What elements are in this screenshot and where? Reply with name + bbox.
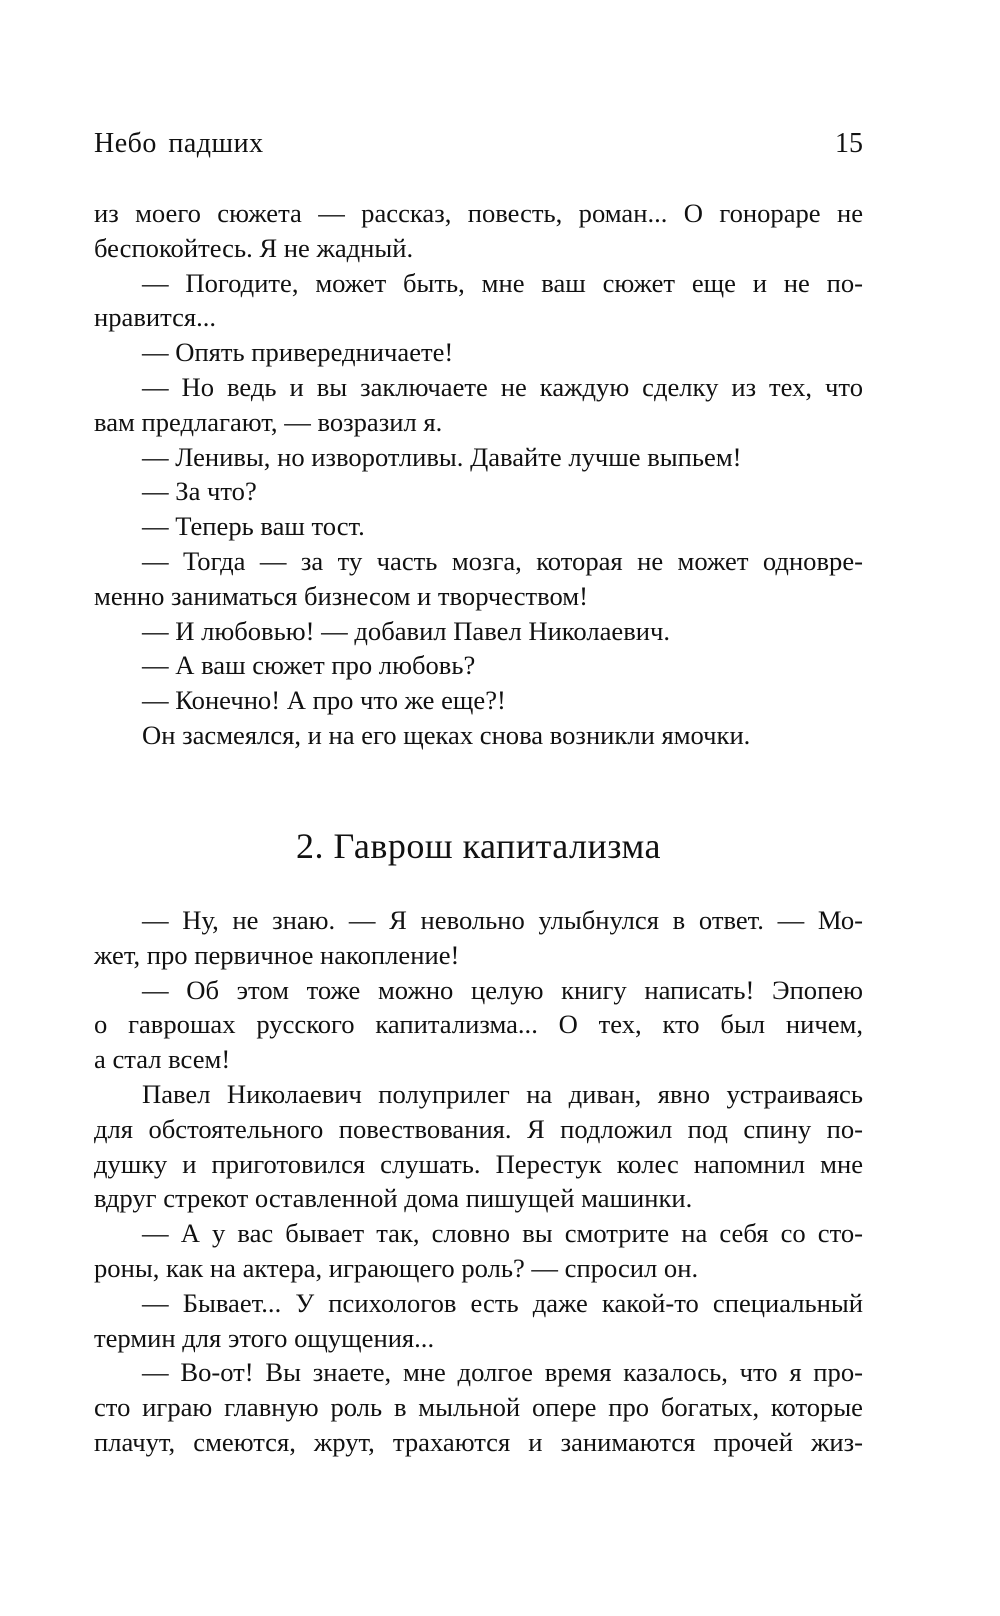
text-line: — Погодите, может быть, мне ваш сюжет еще и не по- — [142, 267, 863, 298]
text-line: — Тогда — за ту часть мозга, которая не может одновре- — [142, 545, 863, 576]
text-line: нравится... — [94, 302, 217, 333]
running-header — [94, 124, 863, 164]
text-line: вам предлагают, — возразил я. — [94, 406, 443, 437]
text-line: — Об этом тоже можно целую книгу написать! Эпопею — [142, 974, 863, 1005]
text-line: — Теперь ваш тост. — [142, 511, 365, 542]
text-line: жет, про первичное накопление! — [94, 939, 460, 970]
text-line: — Ленивы, но изворотливы. Давайте лучше выпьем! — [142, 441, 742, 472]
text-line: роны, как на актера, играющего роль? — спросил он. — [94, 1252, 699, 1283]
text-line: вдруг стрекот оставленной дома пишущей машинки. — [94, 1183, 693, 1214]
text-block-bottom — [94, 903, 863, 1460]
text-line: из моего сюжета — рассказ, повесть, роман... О гонораре не — [94, 198, 863, 228]
text-line: о гаврошах русского капитализма... О тех, кто был ничем, — [94, 1009, 863, 1040]
text-line: — Во-от! Вы знаете, мне долгое время казалось, что я про- — [142, 1357, 863, 1388]
text-line: сто играю главную роль в мыльной опере про богатых, которые — [94, 1392, 863, 1423]
text-line: Он засмеялся, и на его щеках снова возникли ямочки. — [142, 719, 751, 750]
text-line: менно заниматься бизнесом и творчеством! — [94, 580, 588, 611]
chapter-title: 2. Гаврош капитализма — [295, 826, 661, 866]
book-title: Небо падших — [94, 128, 264, 159]
text-line: беспокойтесь. Я не жадный. — [94, 232, 414, 263]
text-line: — Ну, не знаю. — Я невольно улыбнулся в ответ. — Мо- — [142, 905, 863, 935]
page-number: 15 — [835, 128, 863, 159]
text-line: — За что? — [142, 476, 257, 507]
text-line: Павел Николаевич полуприлег на диван, явно устраиваясь — [142, 1078, 863, 1109]
text-line: для обстоятельного повествования. Я подложил под спину по- — [94, 1113, 863, 1144]
text-block-top — [94, 196, 863, 753]
text-line: плачут, смеются, жрут, трахаются и занимаются прочей жиз- — [94, 1426, 863, 1457]
text-line: — Конечно! А про что же еще?! — [142, 685, 506, 716]
text-line: душку и приготовился слушать. Перестук колес напомнил мне — [94, 1148, 863, 1179]
text-line: а стал всем! — [94, 1044, 231, 1075]
text-line: — И любовью! — добавил Павел Николаевич. — [142, 615, 671, 646]
text-line: термин для этого ощущения... — [94, 1322, 435, 1353]
text-line: — Но ведь и вы заключаете не каждую сделку из тех, что — [142, 371, 863, 402]
text-line: — Бывает... У психологов есть даже какой-то специальный — [142, 1287, 863, 1318]
text-line: — А ваш сюжет про любовь? — [142, 650, 476, 681]
text-line: — Опять привередничаете! — [142, 337, 454, 368]
text-line: — А у вас бывает так, словно вы смотрите на себя со сто- — [142, 1218, 863, 1249]
